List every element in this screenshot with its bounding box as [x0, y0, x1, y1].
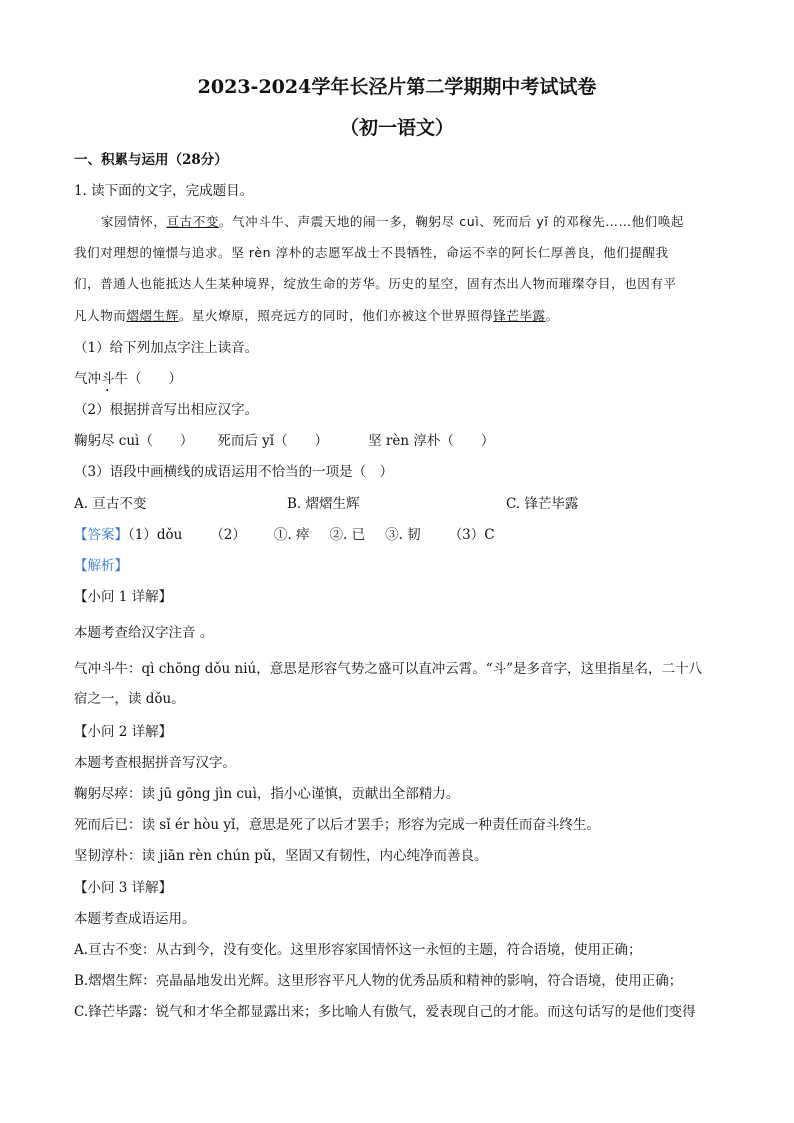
pinyin-item-1: 鞠躬尽 cuì（ ）: [74, 433, 194, 449]
detail-1-line: 宿之一，读 dǒu。: [74, 691, 185, 707]
pinyin-item-3: 坚 rèn 淳朴（ ）: [368, 433, 495, 449]
underlined-idiom-3: 锋芒毕露: [493, 308, 546, 323]
sub-question-3: （3）语段中画横线的成语运用不恰当的一项是（ ）: [74, 464, 394, 480]
detail-2-line: 鞠躬尽瘁：读 jū gōng jìn cuì，指小心谨慎，贡献出全部精力。: [74, 786, 460, 802]
detail-2-line: 坚韧淳朴：读 jiān rèn chún pǔ，坚固又有韧性，内心纯净而善良。: [74, 848, 488, 864]
passage-line-3: 们，普通人也能抵达人生某种境界，绽放生命的芳华。历史的星空，固有杰出人物而璀璨夺目，也因有平: [74, 276, 677, 291]
option-a: A. 亘古不变: [74, 496, 147, 512]
sub-question-1: （1）给下列加点字注上读音。: [74, 340, 259, 356]
detail-1-line: 本题考查给汉字注音 。: [74, 625, 214, 641]
detail-3-label: 【小问 3 详解】: [74, 880, 173, 896]
answer-part: ②. 已: [329, 527, 366, 543]
detail-3-line: B.熠熠生辉：亮晶晶地发出光辉。这里形容平凡人物的优秀品质和精神的影响，符合语境，使用正确；: [74, 973, 683, 989]
detail-3-line: 本题考查成语运用。: [74, 911, 196, 927]
answer-part: ①. 瘁: [273, 527, 310, 543]
answer-part: （2）: [210, 527, 246, 543]
sub-question-1-item: [74, 369, 182, 395]
analysis-label: 【解析】: [74, 558, 128, 574]
passage-text: 。: [545, 308, 559, 323]
option-c: C. 锋芒毕露: [506, 496, 579, 512]
detail-2-line: 本题考查根据拼音写汉字。: [74, 755, 236, 771]
answer-part: （1）dǒu: [128, 527, 183, 543]
option-b: B. 熠熠生辉: [287, 496, 360, 512]
section-heading: 一、积累与运用（28分）: [74, 152, 228, 168]
exam-title: 2023-2024学年长泾片第二学期期中考试试卷: [197, 76, 597, 98]
answer-part: ③. 韧: [385, 527, 421, 543]
passage-text: 。星火燎原，照亮远方的同时，他们亦被这个世界照得: [178, 308, 494, 323]
item-text: 气冲: [74, 371, 101, 387]
passage-text: 凡人物而: [74, 308, 127, 323]
answer-part: （3）C: [448, 527, 495, 543]
sub-question-2-items: [74, 431, 494, 451]
answer-line: [74, 525, 495, 545]
question-prompt: 1. 读下面的文字，完成题目。: [74, 183, 254, 199]
underlined-idiom-2: 熠熠生辉: [126, 308, 179, 323]
detail-2-line: 死而后已：读 sǐ ér hòu yǐ，意思是死了以后才罢手；形容为完成一种责任而奋斗终生。: [74, 817, 600, 833]
dotted-character: 斗: [101, 371, 115, 387]
passage-text: 。气冲斗牛、声震天地的闹一多，鞠躬尽 cuì、死而后 yǐ 的邓稼先……他们唤起: [218, 214, 684, 229]
passage-line-2: 我们对理想的憧憬与追求。坚 rèn 淳朴的志愿军战士不畏牺牲，命运不幸的阿长仁厚善良，他们提醒我: [74, 245, 669, 260]
detail-1-label: 【小问 1 详解】: [74, 589, 173, 605]
exam-subtitle: （初一语文）: [339, 117, 454, 139]
sub-question-2: （2）根据拼音写出相应汉字。: [74, 402, 259, 418]
underlined-idiom-1: 亘古不变: [166, 214, 219, 229]
passage-line-1: [101, 212, 684, 232]
passage-line-4: [74, 306, 559, 326]
item-text: 牛（ ）: [114, 371, 182, 387]
passage-text: 家园情怀，: [101, 214, 167, 229]
detail-3-line: C.锋芒毕露：锐气和才华全都显露出来；多比喻人有傲气，爱表现自己的才能。而这句话写的是他们变得: [74, 1004, 696, 1020]
pinyin-item-2: 死而后 yǐ（ ）: [217, 433, 329, 449]
answer-label: 【答案】: [74, 527, 128, 543]
detail-1-line: 气冲斗牛：qì chōng dǒu niú，意思是形容气势之盛可以直冲云霄。“斗”是多音字，这里指星名，二十八: [74, 661, 703, 677]
detail-2-label: 【小问 2 详解】: [74, 724, 173, 740]
detail-3-line: A.亘古不变：从古到今，没有变化。这里形容家国情怀这一永恒的主题，符合语境，使用正确；: [74, 942, 642, 958]
